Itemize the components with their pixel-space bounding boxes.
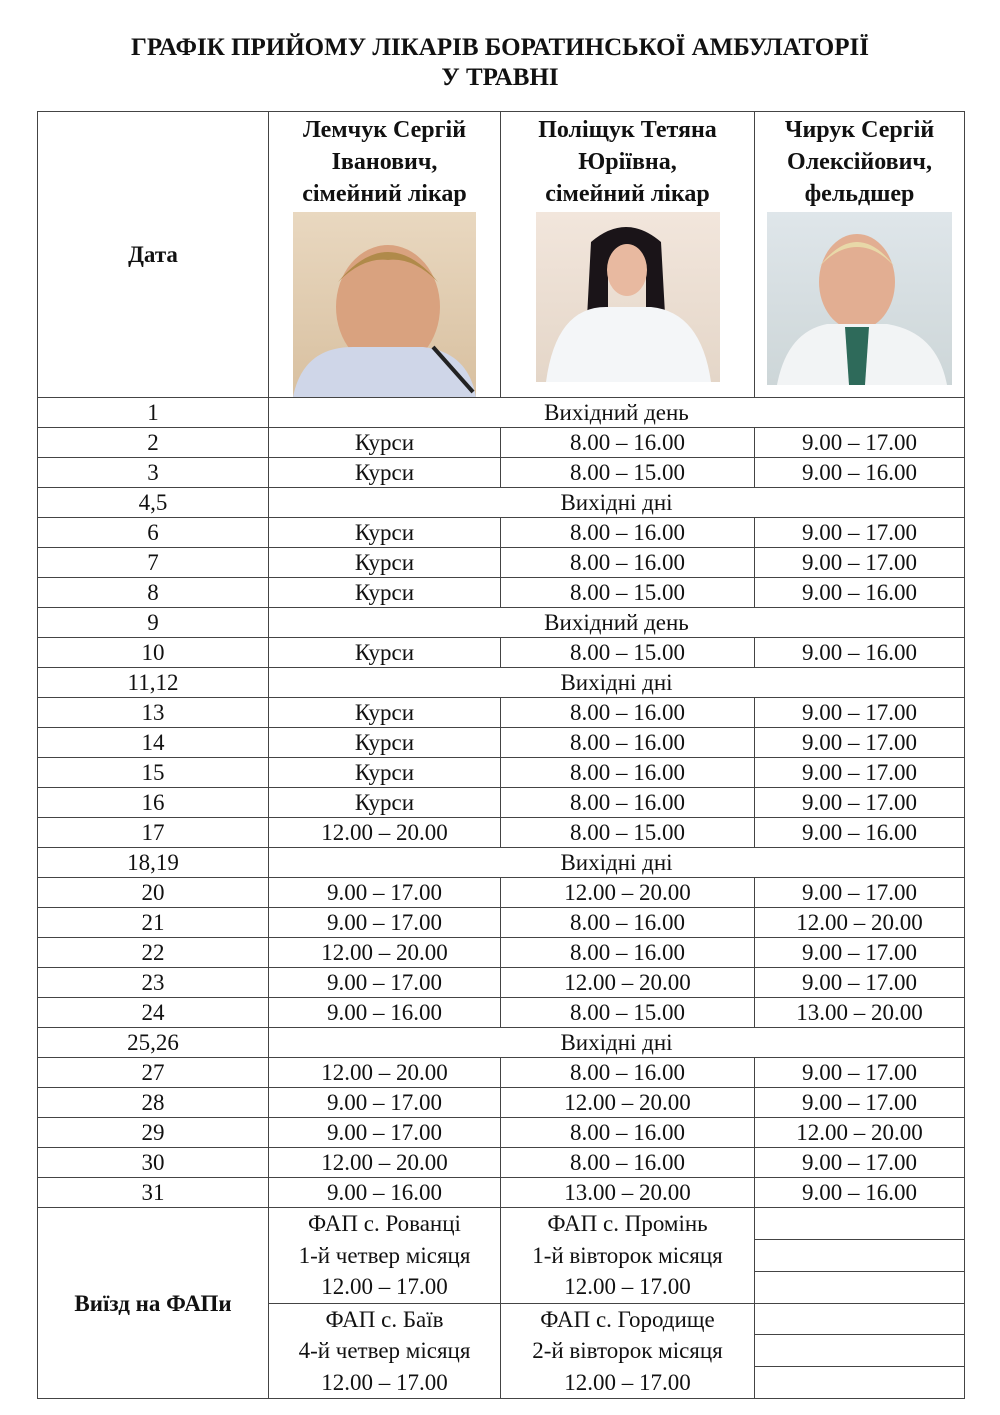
table-row	[38, 968, 965, 998]
doctor-name-line: Поліщук Тетяна	[538, 117, 717, 143]
schedule-cell: 12.00 – 20.00	[269, 1058, 501, 1088]
table-row	[38, 1028, 965, 1058]
doctor-photo-polishchuk	[536, 212, 720, 382]
fap-day: 1-й четвер місяця	[298, 1242, 471, 1268]
schedule-cell: 9.00 – 17.00	[269, 878, 501, 908]
schedule-cell: Курси	[269, 548, 501, 578]
date-cell: 4,5	[38, 488, 269, 518]
table-row	[38, 578, 965, 608]
date-cell: 23	[38, 968, 269, 998]
day-off-cell: Вихідні дні	[269, 1028, 965, 1058]
table-row	[38, 638, 965, 668]
schedule-cell: Курси	[269, 728, 501, 758]
schedule-cell: 9.00 – 16.00	[755, 818, 965, 848]
schedule-cell: 9.00 – 17.00	[269, 1118, 501, 1148]
empty-cell	[755, 1367, 965, 1399]
empty-cell	[755, 1303, 965, 1335]
fap-location: ФАП с. Городище	[540, 1306, 715, 1332]
schedule-cell: 8.00 – 16.00	[501, 908, 755, 938]
schedule-cell: 9.00 – 17.00	[755, 758, 965, 788]
date-cell: 1	[38, 398, 269, 428]
schedule-cell: 9.00 – 17.00	[755, 968, 965, 998]
table-row	[38, 848, 965, 878]
fap-location: ФАП с. Промінь	[547, 1211, 708, 1236]
empty-cell	[755, 1208, 965, 1240]
schedule-cell: 12.00 – 20.00	[501, 968, 755, 998]
date-header: Дата	[38, 112, 269, 398]
schedule-cell: 12.00 – 20.00	[755, 1118, 965, 1148]
date-cell: 22	[38, 938, 269, 968]
page-title: ГРАФІК ПРИЙОМУ ЛІКАРІВ БОРАТИНСЬКОЇ АМБУЛАТОРІЇ	[131, 34, 869, 61]
schedule-cell: Курси	[269, 788, 501, 818]
schedule-cell: 8.00 – 16.00	[501, 728, 755, 758]
schedule-cell: 9.00 – 17.00	[755, 788, 965, 818]
empty-cell	[755, 1271, 965, 1303]
date-cell: 21	[38, 908, 269, 938]
table-row	[38, 878, 965, 908]
schedule-cell: Курси	[269, 428, 501, 458]
page-subtitle: У ТРАВНІ	[441, 64, 559, 91]
schedule-cell: 8.00 – 16.00	[501, 938, 755, 968]
fap-location: ФАП с. Баїв	[325, 1306, 444, 1332]
schedule-cell: 8.00 – 15.00	[501, 998, 755, 1028]
schedule-cell: 9.00 – 17.00	[755, 878, 965, 908]
date-cell: 24	[38, 998, 269, 1028]
date-cell: 9	[38, 608, 269, 638]
schedule-cell: 9.00 – 17.00	[269, 968, 501, 998]
schedule-cell: 12.00 – 20.00	[269, 818, 501, 848]
doctor-role: сімейний лікар	[302, 181, 467, 207]
table-row	[38, 1118, 965, 1148]
fap-hours: 12.00 – 17.00	[564, 1274, 691, 1299]
schedule-cell: 12.00 – 20.00	[269, 938, 501, 968]
schedule-cell: 13.00 – 20.00	[501, 1178, 755, 1208]
table-row	[38, 698, 965, 728]
table-row	[38, 1148, 965, 1178]
fap-label: Виїзд на ФАПи	[38, 1208, 269, 1399]
schedule-cell: 9.00 – 17.00	[755, 1058, 965, 1088]
header-row	[38, 112, 965, 398]
schedule-cell: 12.00 – 20.00	[755, 908, 965, 938]
doctor-header	[755, 112, 965, 398]
date-cell: 16	[38, 788, 269, 818]
schedule-cell: 9.00 – 17.00	[269, 908, 501, 938]
table-row	[38, 668, 965, 698]
table-row	[38, 488, 965, 518]
schedule-cell: 9.00 – 17.00	[755, 698, 965, 728]
schedule-cell: 9.00 – 16.00	[755, 458, 965, 488]
day-off-cell: Вихідний день	[269, 398, 965, 428]
schedule-cell: 8.00 – 16.00	[501, 1118, 755, 1148]
date-cell: 18,19	[38, 848, 269, 878]
schedule-cell: 9.00 – 16.00	[269, 1178, 501, 1208]
date-cell: 29	[38, 1118, 269, 1148]
day-off-cell: Вихідні дні	[269, 668, 965, 698]
table-row	[38, 908, 965, 938]
doctor-name-line: Чирук Сергій	[784, 117, 935, 143]
schedule-cell: 8.00 – 15.00	[501, 578, 755, 608]
fap-visit-cell	[269, 1303, 501, 1399]
fap-visit-cell	[269, 1208, 501, 1304]
schedule-cell: 9.00 – 17.00	[755, 728, 965, 758]
schedule-cell: Курси	[269, 578, 501, 608]
fap-hours: 12.00 – 17.00	[321, 1369, 448, 1395]
date-cell: 6	[38, 518, 269, 548]
date-cell: 8	[38, 578, 269, 608]
table-row	[38, 608, 965, 638]
schedule-cell: Курси	[269, 698, 501, 728]
table-row	[38, 728, 965, 758]
fap-day: 2-й вівторок місяця	[532, 1338, 723, 1363]
fap-location: ФАП с. Рованці	[308, 1211, 461, 1236]
date-cell: 7	[38, 548, 269, 578]
schedule-cell: 9.00 – 17.00	[755, 518, 965, 548]
doctor-header	[501, 112, 755, 398]
schedule-cell: 9.00 – 16.00	[755, 578, 965, 608]
schedule-cell: Курси	[269, 638, 501, 668]
schedule-cell: 9.00 – 17.00	[269, 1088, 501, 1118]
schedule-cell: 8.00 – 15.00	[501, 638, 755, 668]
fap-hours: 12.00 – 17.00	[321, 1274, 448, 1299]
schedule-cell: 9.00 – 16.00	[269, 998, 501, 1028]
schedule-cell: 9.00 – 17.00	[755, 548, 965, 578]
table-row	[38, 428, 965, 458]
date-cell: 15	[38, 758, 269, 788]
doctor-name-line: Олексійович,	[787, 149, 932, 175]
table-row	[38, 758, 965, 788]
schedule-cell: 12.00 – 20.00	[501, 878, 755, 908]
day-off-cell: Вихідні дні	[269, 848, 965, 878]
date-cell: 3	[38, 458, 269, 488]
date-cell: 14	[38, 728, 269, 758]
date-cell: 27	[38, 1058, 269, 1088]
fap-visit-cell	[501, 1208, 755, 1304]
fap-day: 1-й вівторок місяця	[532, 1242, 723, 1268]
table-row	[38, 1058, 965, 1088]
table-row	[38, 998, 965, 1028]
schedule-cell: 8.00 – 16.00	[501, 548, 755, 578]
empty-cell	[755, 1335, 965, 1367]
date-cell: 25,26	[38, 1028, 269, 1058]
date-cell: 31	[38, 1178, 269, 1208]
schedule-cell: 9.00 – 17.00	[755, 938, 965, 968]
schedule-cell: 8.00 – 16.00	[501, 518, 755, 548]
schedule-cell: 9.00 – 16.00	[755, 1178, 965, 1208]
date-cell: 30	[38, 1148, 269, 1178]
schedule-cell: 9.00 – 16.00	[755, 638, 965, 668]
table-row	[38, 938, 965, 968]
schedule-table	[37, 111, 965, 1399]
table-row	[38, 398, 965, 428]
date-cell: 10	[38, 638, 269, 668]
table-row	[38, 458, 965, 488]
date-cell: 20	[38, 878, 269, 908]
schedule-cell: 8.00 – 16.00	[501, 1058, 755, 1088]
doctor-role: фельдшер	[804, 181, 915, 207]
table-row	[38, 518, 965, 548]
schedule-cell: 8.00 – 15.00	[501, 458, 755, 488]
doctor-name-line: Лемчук Сергій	[302, 117, 467, 143]
doctor-photo-chyruk	[767, 212, 952, 385]
schedule-cell: 9.00 – 17.00	[755, 428, 965, 458]
doctor-photo-lemchuk	[293, 212, 476, 397]
doctor-name-line: Юріївна,	[578, 149, 677, 175]
doctor-header	[269, 112, 501, 398]
schedule-cell: 12.00 – 20.00	[501, 1088, 755, 1118]
schedule-cell: 12.00 – 20.00	[269, 1148, 501, 1178]
schedule-cell: Курси	[269, 518, 501, 548]
table-row	[38, 1178, 965, 1208]
schedule-cell: 8.00 – 16.00	[501, 698, 755, 728]
fap-row	[38, 1208, 965, 1240]
date-cell: 13	[38, 698, 269, 728]
date-cell: 2	[38, 428, 269, 458]
schedule-cell: Курси	[269, 758, 501, 788]
schedule-cell: 8.00 – 15.00	[501, 818, 755, 848]
day-off-cell: Вихідний день	[269, 608, 965, 638]
doctor-name-line: Іванович,	[331, 149, 438, 175]
schedule-cell: 8.00 – 16.00	[501, 428, 755, 458]
table-row	[38, 818, 965, 848]
schedule-cell: 8.00 – 16.00	[501, 1148, 755, 1178]
fap-day: 4-й четвер місяця	[298, 1338, 471, 1363]
schedule-cell: 8.00 – 16.00	[501, 788, 755, 818]
schedule-cell: 9.00 – 17.00	[755, 1148, 965, 1178]
table-row	[38, 548, 965, 578]
schedule-cell: 13.00 – 20.00	[755, 998, 965, 1028]
schedule-cell: 8.00 – 16.00	[501, 758, 755, 788]
date-cell: 17	[38, 818, 269, 848]
fap-hours: 12.00 – 17.00	[564, 1369, 691, 1395]
date-cell: 28	[38, 1088, 269, 1118]
fap-visit-cell	[501, 1303, 755, 1399]
day-off-cell: Вихідні дні	[269, 488, 965, 518]
date-cell: 11,12	[38, 668, 269, 698]
schedule-cell: Курси	[269, 458, 501, 488]
doctor-role: сімейний лікар	[545, 181, 710, 207]
table-row	[38, 1088, 965, 1118]
empty-cell	[755, 1239, 965, 1271]
table-row	[38, 788, 965, 818]
schedule-cell: 9.00 – 17.00	[755, 1088, 965, 1118]
